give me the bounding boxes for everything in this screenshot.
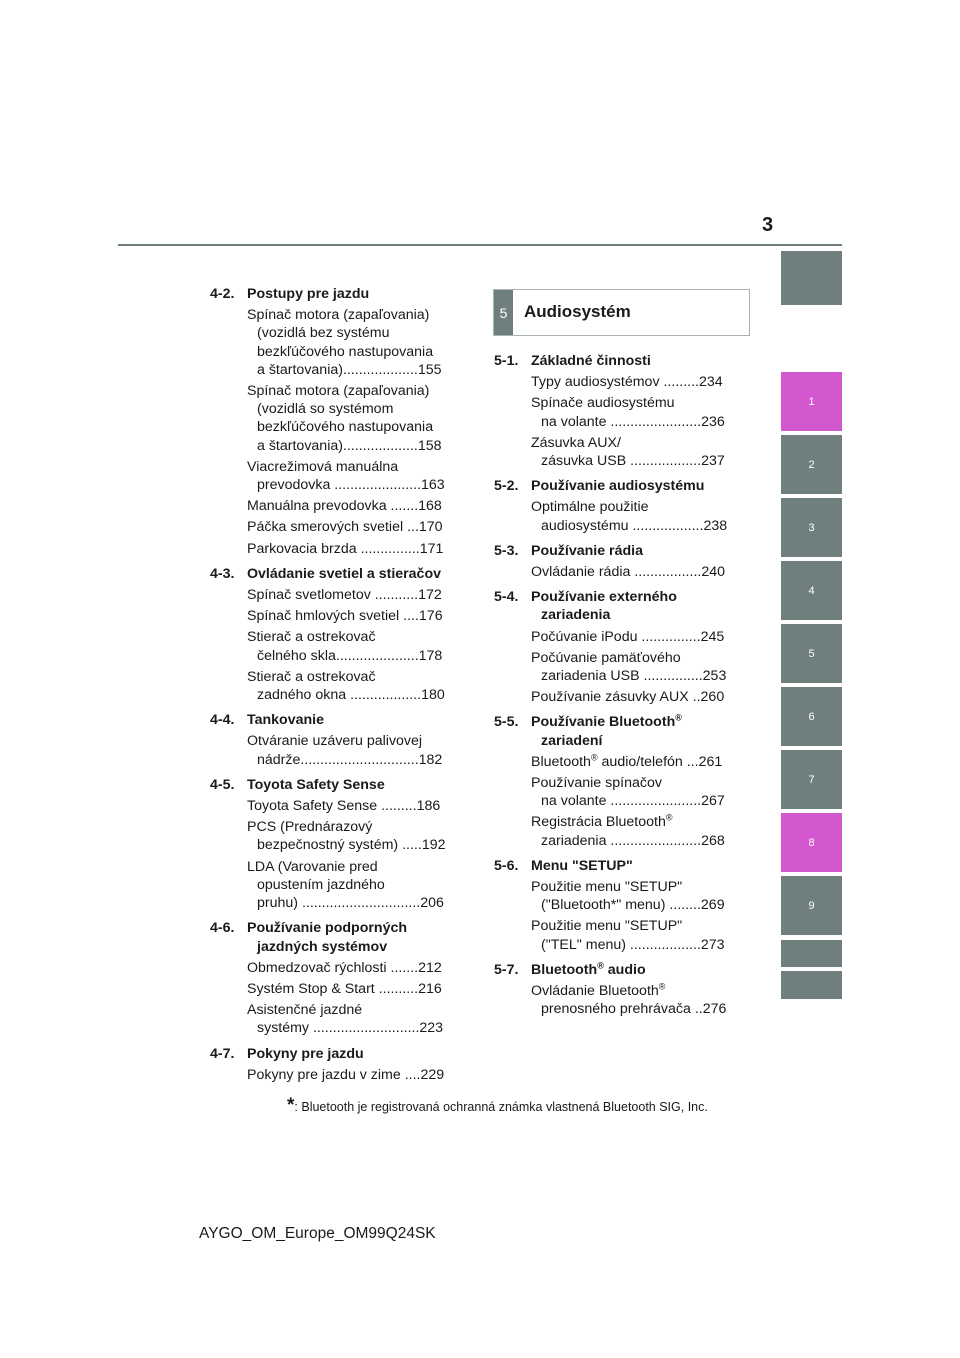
entry-page-number: 158 [417,437,442,454]
toc-entry[interactable] [247,668,460,704]
entry-page-number: 238 [703,517,728,534]
entry-page-number: 192 [421,837,446,854]
section-heading[interactable] [210,711,460,729]
entry-page-number: 176 [418,608,443,625]
section-heading[interactable] [210,285,460,303]
section-number: 4-6. [210,920,235,937]
section-title: Ovládanie svetiel a stieračov [247,565,442,582]
entry-leader-dots: ................... [342,437,418,454]
page-number: 3 [762,214,774,236]
toc-entry[interactable] [531,498,744,534]
chapter-tab-blank-10[interactable] [781,940,842,967]
chapter-tab-label: 6 [808,710,815,723]
entry-label: Používanie spínačov na volante [531,775,662,810]
section-heading[interactable] [210,1045,460,1063]
entry-leader-dots: ....................... [606,413,702,430]
section-heading[interactable] [494,477,744,495]
toc-entry[interactable] [531,628,744,646]
entry-page-number: 223 [419,1020,444,1037]
entry-leader-dots: .............................. [298,895,421,912]
chapter-tab-label: 8 [808,836,815,849]
section-number: 5-4. [494,589,519,606]
section-title: Používanie rádia [531,542,643,559]
entry-label: Otváranie uzáveru palivovej nádrže [247,733,423,768]
footnote [287,1095,708,1117]
entry-label: Počúvanie iPodu [531,628,638,645]
entry-label: Páčka smerových svetiel [247,519,404,536]
entry-leader-dots: ...................... [330,477,422,494]
entry-page-number: 171 [419,540,444,557]
entry-page-number: 172 [418,587,442,604]
entry-page-number: 276 [702,1001,727,1018]
toc-entry[interactable] [531,373,744,391]
entry-page-number: 237 [701,453,725,470]
section-title: Používanie podporných jazdných systémov [247,920,408,955]
entry-page-number: 163 [421,477,445,494]
section-number: 5-5. [494,714,519,731]
section-number: 5-2. [494,478,519,495]
entry-label: Počúvanie pamäťového zariadenia USB [531,649,681,685]
toc-column-right [494,352,744,1019]
entry-leader-dots: ....................... [606,832,702,849]
entry-page-number: 229 [420,1066,445,1083]
chapter-tab-2[interactable] [781,435,842,494]
chapter-tab-5[interactable] [781,624,842,683]
chapter-tab-6[interactable] [781,687,842,746]
section-title: Tankovanie [247,712,325,729]
toc-entry[interactable] [247,959,460,977]
toc-entry[interactable] [247,586,460,604]
entry-label: Registrácia Bluetooth® zariadenia [531,812,673,849]
entry-leader-dots: ....... [386,498,419,515]
chapter-tab-blank-0[interactable] [781,251,842,305]
toc-column-left [210,285,460,1084]
toc-entry[interactable] [247,458,460,494]
chapter-header [493,289,750,336]
entry-page-number: 260 [700,689,725,706]
entry-leader-dots: ......... [377,798,417,815]
entry-page-number: 170 [418,519,443,536]
section-title: Používanie Bluetooth® zariadení [531,712,682,749]
section-number: 5-3. [494,542,519,559]
entry-label: Parkovacia brzda [247,540,357,557]
chapter-tab-label: 7 [808,773,815,786]
entry-page-number: 267 [701,793,725,810]
toc-entry[interactable] [531,649,744,685]
chapter-tab-1[interactable] [781,372,842,431]
chapter-number: 5 [494,290,513,335]
entry-page-number: 182 [418,751,443,768]
chapter-tab-9[interactable] [781,876,842,935]
entry-label: Použitie menu "SETUP" ("TEL" menu) [531,918,683,953]
entry-page-number: 240 [701,564,725,581]
section-title: Používanie externého zariadenia [531,589,677,624]
entry-label: Optimálne použitie audiosystému [531,499,649,534]
entry-page-number: 234 [698,374,723,391]
entry-label: Obmedzovač rýchlosti [247,959,387,976]
toc-entry[interactable] [531,688,744,706]
header-divider [118,244,842,246]
entry-label: Použitie menu "SETUP" ("Bluetooth*" menu) [531,879,683,914]
toc-entry[interactable] [531,917,744,953]
entry-leader-dots: ................. [630,564,702,581]
toc-entry[interactable] [531,878,744,914]
toc-entry[interactable] [247,540,460,558]
footnote-text: : Bluetooth je registrovaná ochranná známka vlastnená Bluetooth SIG, Inc. [294,1100,708,1114]
entry-leader-dots: ............... [356,540,420,557]
entry-leader-dots: ................... [342,361,418,378]
section-number: 5-6. [494,857,519,874]
entry-label: Systém Stop & Start [247,980,375,997]
toc-entry[interactable] [247,818,460,854]
section-number: 4-7. [210,1045,235,1062]
entry-leader-dots: .................. [628,517,704,534]
chapter-tab-label: 5 [808,647,815,660]
entry-label: Používanie zásuvky AUX [531,689,689,706]
toc-entry[interactable] [247,382,460,455]
entry-page-number: 245 [700,628,725,645]
chapter-tab-label: 9 [808,899,815,912]
section-title: Bluetooth® audio [531,960,646,978]
section-number: 5-7. [494,961,519,978]
section-number: 4-3. [210,565,235,582]
chapter-tab-3[interactable] [781,498,842,557]
entry-label: Viacrežimová manuálna prevodovka [247,458,399,494]
section-number: 4-4. [210,712,235,729]
entry-label: Asistenčné jazdné systémy [247,1002,363,1037]
entry-page-number: 212 [418,959,442,976]
section-heading[interactable] [210,776,460,794]
section-title: Postupy pre jazdu [247,286,370,302]
section-heading[interactable] [494,542,744,560]
toc-entry[interactable] [531,774,744,810]
toc-entry[interactable] [247,628,460,664]
entry-label: Spínač motora (zapaľovania) (vozidlá so systémom bezkľúčového nastupovania a štartovania) [247,383,434,454]
toc-entry[interactable] [531,813,744,849]
toc-entry[interactable] [531,434,744,470]
entry-page-number: 261 [698,753,723,770]
chapter-tab-blank-11[interactable] [781,971,842,999]
entry-page-number: 180 [421,687,445,704]
entry-page-number: 206 [420,895,444,912]
entry-label: Bluetooth® audio/telefón [531,752,683,770]
toc-entry[interactable] [247,518,460,536]
section-heading[interactable] [494,588,744,624]
entry-leader-dots: .... [399,608,419,625]
entry-leader-dots: .. [690,1001,703,1018]
entry-leader-dots: ........... [370,587,419,604]
toc-entry[interactable] [247,497,460,515]
section-heading[interactable] [210,565,460,583]
section-heading[interactable] [494,961,744,979]
entry-label: Spínač svetlometov [247,587,371,604]
section-heading[interactable] [494,352,744,370]
toc-entry[interactable] [247,980,460,998]
chapter-title: Audiosystém [524,302,631,321]
entry-leader-dots: ... [403,519,419,536]
chapter-tab-label: 2 [808,458,815,471]
entry-label: Zásuvka AUX/ zásuvka USB [531,434,627,470]
entry-label: Spínače audiosystému na volante [531,395,675,430]
entry-page-number: 178 [418,647,443,664]
entry-leader-dots: ..... [398,837,422,854]
section-number: 4-2. [210,286,235,302]
section-number: 5-1. [494,353,519,369]
entry-leader-dots: .............................. [300,751,419,768]
entry-leader-dots: ..................... [335,647,419,664]
entry-label: Pokyny pre jazdu v zime [247,1066,401,1083]
entry-leader-dots: ........ [665,897,701,914]
toc-entry[interactable] [531,394,744,430]
entry-leader-dots: .................. [346,687,422,704]
entry-label: Ovládanie Bluetooth® prenosného prehrávača [531,981,691,1018]
section-title: Menu "SETUP" [531,857,633,874]
section-title: Základné činnosti [531,353,651,369]
entry-leader-dots: ......... [659,374,699,391]
entry-label: Typy audiosystémov [531,374,660,391]
section-title: Používanie audiosystému [531,478,705,495]
entry-leader-dots: ....................... [606,793,702,810]
entry-leader-dots: ....... [386,959,419,976]
entry-leader-dots: .... [400,1066,421,1083]
entry-page-number: 268 [701,832,725,849]
entry-leader-dots: ............... [639,668,703,685]
entry-label: Spínač hmlových svetiel [247,608,400,625]
toc-entry[interactable] [247,306,460,379]
entry-page-number: 236 [701,413,725,430]
entry-page-number: 168 [418,498,442,515]
entry-leader-dots: .................. [625,936,701,953]
entry-label: Stierač a ostrekovač zadného okna [247,668,376,704]
entry-label: LDA (Varovanie pred opustením jazdného pruhu) [247,858,385,912]
entry-leader-dots: .......... [374,980,419,997]
toc-entry[interactable] [247,1001,460,1037]
toc-entry[interactable] [247,1066,460,1084]
section-heading[interactable] [494,857,744,875]
entry-label: Spínač motora (zapaľovania) (vozidlá bez systému bezkľúčového nastupovania a štartovania) [247,307,434,378]
entry-leader-dots: .. [688,689,701,706]
entry-page-number: 253 [702,668,727,685]
section-heading[interactable] [210,919,460,955]
entry-label: Toyota Safety Sense [247,798,378,815]
toc-entry[interactable] [531,753,744,771]
toc-entry[interactable] [247,858,460,913]
section-number: 4-5. [210,776,235,793]
entry-label: Ovládanie rádia [531,564,631,581]
section-title: Toyota Safety Sense [247,776,385,793]
entry-label: Stierač a ostrekovač čelného skla [247,629,376,664]
section-heading[interactable] [494,713,744,749]
chapter-tab-label: 1 [808,395,815,408]
toc-entry[interactable] [247,732,460,768]
entry-label: Manuálna prevodovka [247,498,387,515]
chapter-tab-8[interactable] [781,813,842,872]
entry-leader-dots: .................. [626,453,702,470]
entry-page-number: 216 [418,980,442,997]
toc-entry[interactable] [247,607,460,625]
entry-page-number: 269 [700,897,725,914]
toc-entry[interactable] [531,563,744,581]
entry-leader-dots: ............... [637,628,701,645]
toc-entry[interactable] [531,982,744,1018]
footnote-star: * [287,1095,295,1116]
toc-entry[interactable] [247,797,460,815]
entry-page-number: 186 [416,798,441,815]
chapter-tab-label: 4 [808,584,815,597]
chapter-tab-7[interactable] [781,750,842,809]
entry-page-number: 273 [700,936,725,953]
entry-label: PCS (Prednárazový bezpečnostný systém) [247,819,399,854]
document-code: AYGO_OM_Europe_OM99Q24SK [199,1225,436,1242]
section-title: Pokyny pre jazdu [247,1045,364,1062]
chapter-tab-4[interactable] [781,561,842,620]
chapter-tab-label: 3 [808,521,815,534]
entry-leader-dots: ........................... [309,1020,420,1037]
entry-page-number: 155 [417,361,442,378]
entry-leader-dots: ... [682,753,699,770]
